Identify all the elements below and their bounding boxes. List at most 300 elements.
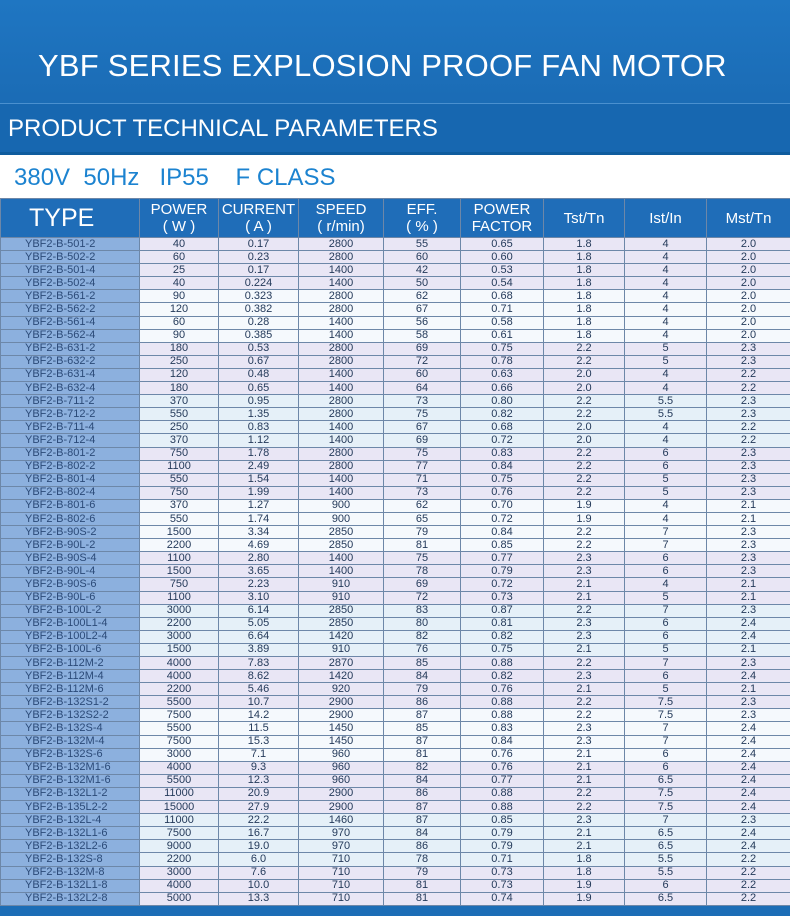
table-row: [1, 277, 790, 290]
cell-mst-tn: 2.1: [707, 512, 790, 525]
cell-current: 3.34: [219, 526, 299, 539]
table-row: [1, 382, 790, 395]
cell-tst-tn: 1.8: [544, 329, 625, 342]
cell-tst-tn: 1.9: [544, 499, 625, 512]
cell-ist-in: 6: [625, 617, 707, 630]
cell-speed: 1400: [299, 434, 384, 447]
cell-efficiency: 77: [384, 460, 461, 473]
cell-speed: 1400: [299, 264, 384, 277]
cell-type: YBF2-B-132S-4: [1, 722, 140, 735]
cell-power-factor: 0.73: [461, 591, 544, 604]
cell-speed: 2900: [299, 709, 384, 722]
cell-tst-tn: 2.3: [544, 814, 625, 827]
cell-speed: 2850: [299, 526, 384, 539]
cell-efficiency: 87: [384, 801, 461, 814]
cell-power: 1500: [140, 643, 219, 656]
cell-speed: 2900: [299, 696, 384, 709]
cell-tst-tn: 1.9: [544, 892, 625, 905]
table-row: [1, 473, 790, 486]
cell-mst-tn: 2.3: [707, 604, 790, 617]
col-header-efficiency: EFF. ( % ): [384, 199, 461, 238]
cell-speed: 1400: [299, 316, 384, 329]
cell-current: 10.7: [219, 696, 299, 709]
table-row: [1, 787, 790, 800]
cell-tst-tn: 1.8: [544, 866, 625, 879]
cell-current: 0.67: [219, 355, 299, 368]
cell-ist-in: 5: [625, 683, 707, 696]
cell-speed: 2800: [299, 395, 384, 408]
cell-power-factor: 0.78: [461, 355, 544, 368]
table-row: [1, 840, 790, 853]
cell-efficiency: 58: [384, 329, 461, 342]
cell-current: 6.64: [219, 630, 299, 643]
cell-type: YBF2-B-132S-8: [1, 853, 140, 866]
cell-efficiency: 69: [384, 434, 461, 447]
table-row: [1, 251, 790, 264]
cell-mst-tn: 2.1: [707, 643, 790, 656]
cell-tst-tn: 2.3: [544, 735, 625, 748]
cell-power-factor: 0.60: [461, 251, 544, 264]
cell-tst-tn: 2.2: [544, 395, 625, 408]
cell-type: YBF2-B-802-2: [1, 460, 140, 473]
cell-efficiency: 73: [384, 395, 461, 408]
cell-speed: 1450: [299, 735, 384, 748]
cell-power-factor: 0.72: [461, 512, 544, 525]
cell-current: 2.23: [219, 578, 299, 591]
cell-power-factor: 0.84: [461, 460, 544, 473]
cell-mst-tn: 2.3: [707, 342, 790, 355]
table-row: [1, 814, 790, 827]
cell-speed: 960: [299, 748, 384, 761]
cell-speed: 970: [299, 840, 384, 853]
cell-power-factor: 0.88: [461, 709, 544, 722]
spec-insulation-class: F CLASS: [235, 164, 336, 191]
cell-efficiency: 69: [384, 342, 461, 355]
cell-power: 60: [140, 251, 219, 264]
cell-tst-tn: 2.0: [544, 434, 625, 447]
cell-efficiency: 78: [384, 853, 461, 866]
table-row: [1, 748, 790, 761]
cell-ist-in: 5.5: [625, 853, 707, 866]
cell-mst-tn: 2.3: [707, 657, 790, 670]
cell-type: YBF2-B-132L2-6: [1, 840, 140, 853]
cell-current: 2.49: [219, 460, 299, 473]
cell-mst-tn: 2.3: [707, 552, 790, 565]
cell-efficiency: 87: [384, 709, 461, 722]
cell-efficiency: 87: [384, 814, 461, 827]
cell-type: YBF2-B-502-2: [1, 251, 140, 264]
table-row: [1, 539, 790, 552]
cell-ist-in: 4: [625, 382, 707, 395]
cell-speed: 710: [299, 879, 384, 892]
cell-efficiency: 73: [384, 486, 461, 499]
cell-power-factor: 0.68: [461, 421, 544, 434]
cell-current: 5.46: [219, 683, 299, 696]
cell-tst-tn: 2.2: [544, 539, 625, 552]
cell-power-factor: 0.82: [461, 630, 544, 643]
cell-speed: 2800: [299, 408, 384, 421]
cell-mst-tn: 2.2: [707, 421, 790, 434]
table-row: [1, 591, 790, 604]
cell-efficiency: 72: [384, 355, 461, 368]
cell-type: YBF2-B-100L-6: [1, 643, 140, 656]
cell-power: 1100: [140, 460, 219, 473]
cell-current: 15.3: [219, 735, 299, 748]
specs-line: [14, 164, 336, 192]
cell-tst-tn: 1.8: [544, 251, 625, 264]
spec-voltage: 380V: [14, 164, 71, 191]
table-row: [1, 853, 790, 866]
cell-power: 5500: [140, 722, 219, 735]
cell-tst-tn: 2.3: [544, 722, 625, 735]
table-row: [1, 316, 790, 329]
cell-tst-tn: 2.2: [544, 342, 625, 355]
cell-tst-tn: 2.3: [544, 565, 625, 578]
cell-efficiency: 55: [384, 238, 461, 251]
cell-power: 40: [140, 277, 219, 290]
cell-current: 1.99: [219, 486, 299, 499]
cell-speed: 2800: [299, 290, 384, 303]
spec-frequency: 50Hz: [83, 164, 140, 191]
cell-current: 0.28: [219, 316, 299, 329]
cell-power: 3000: [140, 748, 219, 761]
table-row: [1, 657, 790, 670]
cell-ist-in: 4: [625, 512, 707, 525]
cell-ist-in: 5: [625, 591, 707, 604]
specs-bar: [0, 152, 790, 201]
cell-power: 250: [140, 421, 219, 434]
cell-type: YBF2-B-90L-2: [1, 539, 140, 552]
cell-tst-tn: 2.1: [544, 643, 625, 656]
cell-ist-in: 7: [625, 539, 707, 552]
cell-power: 250: [140, 355, 219, 368]
cell-mst-tn: 2.0: [707, 264, 790, 277]
cell-tst-tn: 2.0: [544, 421, 625, 434]
table-row: [1, 709, 790, 722]
cell-ist-in: 4: [625, 277, 707, 290]
cell-mst-tn: 2.3: [707, 565, 790, 578]
cell-current: 22.2: [219, 814, 299, 827]
table-body: [1, 238, 790, 906]
cell-efficiency: 85: [384, 657, 461, 670]
cell-power: 370: [140, 499, 219, 512]
cell-power: 1100: [140, 591, 219, 604]
cell-tst-tn: 2.1: [544, 827, 625, 840]
cell-efficiency: 81: [384, 748, 461, 761]
cell-ist-in: 6.5: [625, 892, 707, 905]
cell-mst-tn: 2.1: [707, 578, 790, 591]
cell-power-factor: 0.88: [461, 657, 544, 670]
cell-mst-tn: 2.0: [707, 277, 790, 290]
cell-power-factor: 0.87: [461, 604, 544, 617]
cell-tst-tn: 2.2: [544, 787, 625, 800]
cell-power: 5500: [140, 696, 219, 709]
cell-ist-in: 6: [625, 447, 707, 460]
cell-mst-tn: 2.4: [707, 840, 790, 853]
cell-speed: 2850: [299, 617, 384, 630]
table-row: [1, 683, 790, 696]
cell-efficiency: 83: [384, 604, 461, 617]
cell-type: YBF2-B-801-4: [1, 473, 140, 486]
cell-tst-tn: 2.3: [544, 630, 625, 643]
cell-speed: 2850: [299, 539, 384, 552]
table-row: [1, 290, 790, 303]
cell-tst-tn: 2.2: [544, 709, 625, 722]
table-row: [1, 460, 790, 473]
cell-current: 8.62: [219, 670, 299, 683]
cell-speed: 2800: [299, 238, 384, 251]
cell-efficiency: 82: [384, 630, 461, 643]
cell-power: 90: [140, 329, 219, 342]
table-row: [1, 329, 790, 342]
cell-efficiency: 50: [384, 277, 461, 290]
cell-current: 20.9: [219, 787, 299, 800]
cell-mst-tn: 2.3: [707, 355, 790, 368]
cell-tst-tn: 2.1: [544, 774, 625, 787]
cell-power: 120: [140, 368, 219, 381]
col-header-mst-tn: Mst/Tn: [707, 199, 790, 238]
cell-current: 6.14: [219, 604, 299, 617]
cell-power-factor: 0.73: [461, 866, 544, 879]
cell-mst-tn: 2.0: [707, 290, 790, 303]
cell-tst-tn: 2.0: [544, 368, 625, 381]
cell-current: 14.2: [219, 709, 299, 722]
cell-speed: 2800: [299, 342, 384, 355]
cell-power: 3000: [140, 630, 219, 643]
cell-ist-in: 4: [625, 290, 707, 303]
table-row: [1, 774, 790, 787]
cell-mst-tn: 2.3: [707, 709, 790, 722]
cell-ist-in: 5: [625, 342, 707, 355]
cell-efficiency: 84: [384, 670, 461, 683]
cell-mst-tn: 2.2: [707, 879, 790, 892]
cell-type: YBF2-B-801-6: [1, 499, 140, 512]
cell-power: 4000: [140, 657, 219, 670]
cell-current: 1.27: [219, 499, 299, 512]
table-header-row: [1, 199, 790, 238]
cell-current: 3.89: [219, 643, 299, 656]
cell-power: 5500: [140, 774, 219, 787]
cell-type: YBF2-B-132L-4: [1, 814, 140, 827]
cell-efficiency: 79: [384, 526, 461, 539]
cell-speed: 1420: [299, 670, 384, 683]
cell-power-factor: 0.72: [461, 434, 544, 447]
cell-type: YBF2-B-90L-4: [1, 565, 140, 578]
cell-speed: 1400: [299, 565, 384, 578]
cell-power: 7500: [140, 827, 219, 840]
cell-speed: 2900: [299, 801, 384, 814]
cell-mst-tn: 2.3: [707, 447, 790, 460]
cell-power-factor: 0.65: [461, 238, 544, 251]
cell-type: YBF2-B-801-2: [1, 447, 140, 460]
cell-speed: 960: [299, 761, 384, 774]
cell-type: YBF2-B-132L1-6: [1, 827, 140, 840]
cell-ist-in: 7.5: [625, 787, 707, 800]
cell-current: 3.10: [219, 591, 299, 604]
table-row: [1, 866, 790, 879]
cell-ist-in: 6.5: [625, 827, 707, 840]
cell-efficiency: 78: [384, 565, 461, 578]
cell-power: 750: [140, 578, 219, 591]
cell-tst-tn: 1.8: [544, 316, 625, 329]
cell-type: YBF2-B-132M1-6: [1, 761, 140, 774]
cell-efficiency: 62: [384, 499, 461, 512]
cell-efficiency: 69: [384, 578, 461, 591]
cell-power-factor: 0.76: [461, 486, 544, 499]
table-row: [1, 879, 790, 892]
cell-power-factor: 0.79: [461, 827, 544, 840]
cell-current: 7.83: [219, 657, 299, 670]
cell-efficiency: 76: [384, 643, 461, 656]
cell-type: YBF2-B-561-4: [1, 316, 140, 329]
cell-efficiency: 84: [384, 827, 461, 840]
table-row: [1, 565, 790, 578]
cell-power: 550: [140, 512, 219, 525]
cell-efficiency: 75: [384, 447, 461, 460]
table-row: [1, 735, 790, 748]
cell-type: YBF2-B-132L1-8: [1, 879, 140, 892]
cell-current: 1.54: [219, 473, 299, 486]
cell-speed: 900: [299, 512, 384, 525]
table-row: [1, 355, 790, 368]
page-title: YBF SERIES EXPLOSION PROOF FAN MOTOR: [38, 48, 727, 83]
table-row: [1, 892, 790, 905]
cell-power-factor: 0.76: [461, 761, 544, 774]
cell-current: 7.1: [219, 748, 299, 761]
table-row: [1, 643, 790, 656]
cell-speed: 920: [299, 683, 384, 696]
cell-mst-tn: 2.4: [707, 761, 790, 774]
cell-efficiency: 81: [384, 539, 461, 552]
cell-type: YBF2-B-112M-4: [1, 670, 140, 683]
cell-mst-tn: 2.0: [707, 251, 790, 264]
cell-tst-tn: 2.2: [544, 801, 625, 814]
cell-tst-tn: 2.3: [544, 617, 625, 630]
cell-ist-in: 4: [625, 578, 707, 591]
cell-current: 0.65: [219, 382, 299, 395]
cell-speed: 1460: [299, 814, 384, 827]
cell-type: YBF2-B-631-4: [1, 368, 140, 381]
cell-ist-in: 5: [625, 355, 707, 368]
cell-speed: 1400: [299, 486, 384, 499]
cell-ist-in: 7: [625, 722, 707, 735]
table-row: [1, 578, 790, 591]
cell-power-factor: 0.79: [461, 840, 544, 853]
cell-power: 9000: [140, 840, 219, 853]
cell-mst-tn: 2.4: [707, 774, 790, 787]
cell-ist-in: 4: [625, 264, 707, 277]
table-row: [1, 827, 790, 840]
cell-efficiency: 75: [384, 408, 461, 421]
cell-efficiency: 42: [384, 264, 461, 277]
cell-type: YBF2-B-711-4: [1, 421, 140, 434]
cell-power-factor: 0.63: [461, 368, 544, 381]
table-row: [1, 486, 790, 499]
cell-speed: 910: [299, 643, 384, 656]
table-row: [1, 696, 790, 709]
cell-power-factor: 0.82: [461, 408, 544, 421]
cell-power: 750: [140, 447, 219, 460]
cell-mst-tn: 2.4: [707, 748, 790, 761]
cell-power-factor: 0.79: [461, 565, 544, 578]
cell-tst-tn: 1.8: [544, 264, 625, 277]
cell-type: YBF2-B-631-2: [1, 342, 140, 355]
cell-power: 90: [140, 290, 219, 303]
cell-speed: 1400: [299, 329, 384, 342]
cell-power-factor: 0.84: [461, 526, 544, 539]
cell-type: YBF2-B-132S2-2: [1, 709, 140, 722]
cell-tst-tn: 2.2: [544, 355, 625, 368]
cell-mst-tn: 2.3: [707, 473, 790, 486]
cell-efficiency: 81: [384, 879, 461, 892]
cell-type: YBF2-B-561-2: [1, 290, 140, 303]
cell-mst-tn: 2.2: [707, 866, 790, 879]
cell-efficiency: 75: [384, 552, 461, 565]
table-row: [1, 722, 790, 735]
cell-power: 2200: [140, 539, 219, 552]
cell-mst-tn: 2.2: [707, 434, 790, 447]
cell-ist-in: 4: [625, 316, 707, 329]
table-row: [1, 421, 790, 434]
cell-ist-in: 6: [625, 670, 707, 683]
cell-power-factor: 0.76: [461, 748, 544, 761]
cell-type: YBF2-B-90S-2: [1, 526, 140, 539]
cell-current: 0.53: [219, 342, 299, 355]
col-header-current: CURRENT ( A ): [219, 199, 299, 238]
cell-mst-tn: 2.3: [707, 539, 790, 552]
cell-type: YBF2-B-632-2: [1, 355, 140, 368]
cell-efficiency: 81: [384, 892, 461, 905]
cell-ist-in: 5: [625, 486, 707, 499]
cell-ist-in: 4: [625, 238, 707, 251]
cell-tst-tn: 2.2: [544, 604, 625, 617]
cell-type: YBF2-B-90L-6: [1, 591, 140, 604]
header-banner: [0, 0, 790, 198]
cell-speed: 1400: [299, 473, 384, 486]
cell-power: 750: [140, 486, 219, 499]
cell-power-factor: 0.71: [461, 853, 544, 866]
table-row: [1, 368, 790, 381]
cell-mst-tn: 2.0: [707, 329, 790, 342]
cell-tst-tn: 1.9: [544, 879, 625, 892]
cell-ist-in: 5.5: [625, 395, 707, 408]
cell-ist-in: 6: [625, 630, 707, 643]
cell-power-factor: 0.82: [461, 670, 544, 683]
cell-power: 2200: [140, 853, 219, 866]
cell-ist-in: 6: [625, 761, 707, 774]
cell-type: YBF2-B-711-2: [1, 395, 140, 408]
cell-speed: 900: [299, 499, 384, 512]
cell-power: 370: [140, 395, 219, 408]
cell-tst-tn: 2.2: [544, 657, 625, 670]
table-row: [1, 801, 790, 814]
cell-tst-tn: 1.8: [544, 238, 625, 251]
cell-power-factor: 0.83: [461, 722, 544, 735]
cell-tst-tn: 2.1: [544, 840, 625, 853]
table-row: [1, 604, 790, 617]
cell-ist-in: 5: [625, 643, 707, 656]
cell-power: 180: [140, 342, 219, 355]
cell-current: 13.3: [219, 892, 299, 905]
cell-efficiency: 87: [384, 735, 461, 748]
cell-power-factor: 0.58: [461, 316, 544, 329]
cell-power: 3000: [140, 866, 219, 879]
cell-current: 0.95: [219, 395, 299, 408]
cell-efficiency: 67: [384, 421, 461, 434]
cell-current: 0.17: [219, 264, 299, 277]
cell-speed: 2850: [299, 604, 384, 617]
cell-tst-tn: 1.8: [544, 853, 625, 866]
